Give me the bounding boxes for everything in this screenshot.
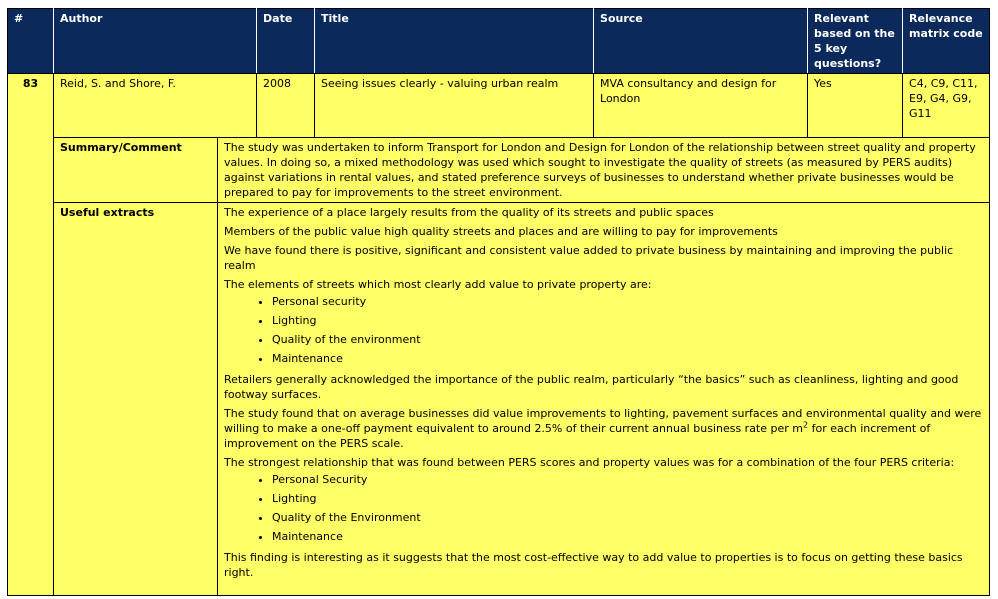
list-item: • Maintenance: [272, 349, 983, 368]
list-item: • Quality of the Environment: [272, 508, 983, 527]
header-title: Title: [315, 9, 594, 74]
superscript: 2: [803, 420, 809, 430]
entry-title: Seeing issues clearly - valuing urban realm: [315, 74, 594, 138]
entry-row: [8, 74, 990, 138]
entry-source: MVA consultancy and design for London: [594, 74, 808, 138]
list-item: • Lighting: [272, 311, 983, 330]
header-date: Date: [257, 9, 315, 74]
list-item: • Maintenance: [272, 527, 983, 546]
extract-paragraph: [224, 406, 983, 451]
extract-paragraph: We have found there is positive, significant and consistent value added to private business by maintaining and improving the public realm: [224, 244, 954, 272]
header-row: [8, 9, 990, 74]
extract-text: for each increment of improvement on the PERS scale.: [224, 422, 931, 450]
header-relevant: Relevant based on the 5 key questions?: [808, 9, 903, 74]
extracts-row: [8, 203, 990, 596]
header-code: Relevance matrix code: [903, 9, 990, 74]
extract-paragraph: Members of the public value high quality streets and places and are willing to pay for improvements: [224, 225, 778, 238]
extracts-label: Useful extracts: [54, 203, 218, 596]
extract-paragraph: The elements of streets which most clearly add value to private property are:: [224, 278, 652, 291]
entry-date: 2008: [257, 74, 315, 138]
entry-author: Reid, S. and Shore, F.: [54, 74, 257, 138]
extract-paragraph: The strongest relationship that was found between PERS scores and property values was for a combination of the four PERS criteria:: [224, 456, 955, 469]
extracts-content: [218, 203, 990, 596]
list-item: • Lighting: [272, 489, 983, 508]
list-item: • Personal Security: [272, 470, 983, 489]
header-author: Author: [54, 9, 257, 74]
header-num: #: [8, 9, 54, 74]
entry-relevant: Yes: [808, 74, 903, 138]
summary-row: [8, 138, 990, 203]
list-item: • Personal security: [272, 292, 983, 311]
extract-text: The study found that on average businesses did value improvements to lighting, pavement surfaces and environmental quality and were willing to make a one-off payment equivalent to around 2.5% of their current annual business rate per m: [224, 407, 982, 435]
entry-num: 83: [8, 74, 54, 596]
extract-paragraph: The experience of a place largely results from the quality of its streets and public spaces: [224, 206, 714, 219]
extract-list-2: [224, 470, 983, 546]
summary-text: The study was undertaken to inform Transport for London and Design for London of the relationship between street quality and property values. In doing so, a mixed methodology was used which sought to investigate the quality of streets (as measured by PERS audits) against variations in rental values, and stated preference surveys of businesses to understand whether private businesses would be prepared to pay for improvements to the street environment.: [218, 138, 990, 203]
summary-label: Summary/Comment: [54, 138, 218, 203]
extract-paragraph: This finding is interesting as it suggests that the most cost-effective way to add value to properties is to focus on getting these basics right.: [224, 551, 963, 579]
literature-review-table: [7, 8, 990, 596]
extract-paragraph: Retailers generally acknowledged the importance of the public realm, particularly “the basics” such as cleanliness, lighting and good footway surfaces.: [224, 373, 959, 401]
header-source: Source: [594, 9, 808, 74]
list-item: • Quality of the environment: [272, 330, 983, 349]
extract-list-1: [224, 292, 983, 368]
entry-code: C4, C9, C11, E9, G4, G9, G11: [903, 74, 990, 138]
